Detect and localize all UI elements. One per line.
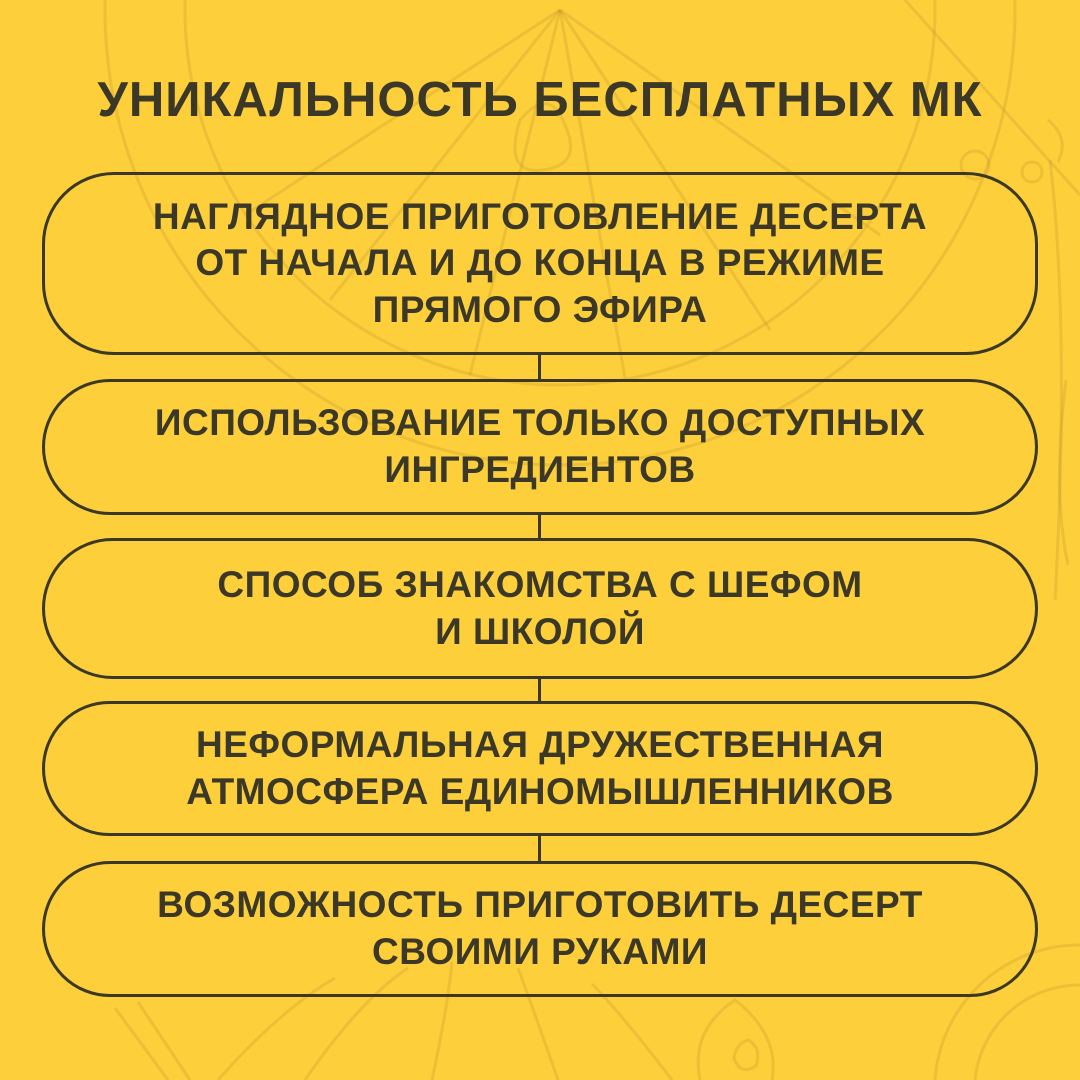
benefit-card-line: ИНГРЕДИЕНТОВ <box>384 449 696 490</box>
benefit-card <box>42 538 1038 679</box>
benefit-card-line: АТМОСФЕРА ЕДИНОМЫШЛЕННИКОВ <box>186 770 894 812</box>
connector-line <box>538 515 541 538</box>
connector-line <box>538 355 541 379</box>
benefit-card-line: НЕФОРМАЛЬНАЯ ДРУЖЕСТВЕННАЯ <box>195 723 885 765</box>
benefit-card-line: СПОСОБ ЗНАКОМСТВА С ШЕФОМ <box>217 563 863 605</box>
benefit-card-line: НАГЛЯДНОЕ ПРИГОТОВЛЕНИЕ ДЕСЕРТА <box>152 195 928 237</box>
connector-line <box>538 679 541 701</box>
benefit-card <box>42 172 1038 355</box>
benefit-card <box>42 379 1038 515</box>
benefit-card-line: СВОИМИ РУКАМИ <box>371 931 708 972</box>
benefit-card-line: ИСПОЛЬЗОВАНИЕ ТОЛЬКО ДОСТУПНЫХ <box>154 402 926 444</box>
benefit-card <box>42 861 1038 997</box>
benefit-card-line: ПРЯМОГО ЭФИРА <box>372 288 708 330</box>
benefit-card-line: ВОЗМОЖНОСТЬ ПРИГОТОВИТЬ ДЕСЕРТ <box>157 884 923 926</box>
benefit-card-line: ОТ НАЧАЛА И ДО КОНЦА В РЕЖИМЕ <box>195 242 885 284</box>
benefit-card-line: И ШКОЛОЙ <box>435 610 645 652</box>
connector-line <box>538 836 541 861</box>
benefit-card <box>42 701 1038 836</box>
page-title: УНИКАЛЬНОСТЬ БЕСПЛАТНЫХ МК <box>97 73 983 127</box>
